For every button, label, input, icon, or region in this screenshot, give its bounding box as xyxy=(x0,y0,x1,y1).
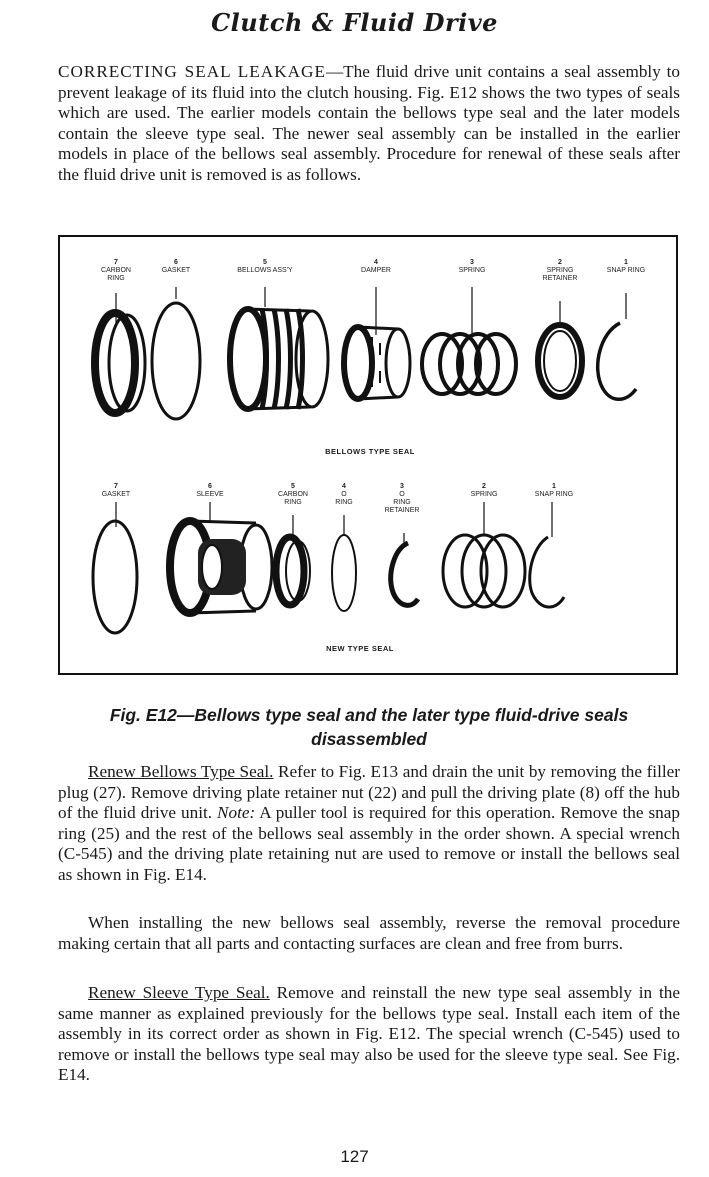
o-ring-retainer-3 xyxy=(391,543,418,605)
sleeve-renewal-heading: Renew Sleeve Type Seal. xyxy=(88,983,270,1002)
page-number: 127 xyxy=(340,1147,369,1166)
label-damper: 4 DAMPER xyxy=(361,259,391,274)
gasket-7-bottom xyxy=(93,521,137,633)
intro-text: —The fluid drive unit contains a seal assembly to prevent leakage of its fluid into the clutch housing. Fig. E12 shows the two types of seals which are used. The earlier models contain the bellows type seal and the later models contain the sleeve type seal. The newer seal assembly can be installed in the earlier models in place of the bellows seal assembly. Procedure for renewal of these seals after the fluid drive unit is removed is as follows. xyxy=(58,62,680,184)
bellows-assy-5 xyxy=(230,309,328,409)
label-carbon-ring-bottom: 5 CARBON RING xyxy=(278,483,308,506)
label-snap-ring-bottom: 1 SNAP RING xyxy=(534,483,574,498)
running-head: Clutch & Fluid Drive xyxy=(211,8,498,37)
note-label: Note: xyxy=(217,803,256,823)
sleeve-renewal-paragraph: Renew Sleeve Type Seal. Remove and reinstall the new type seal assembly in the same manner as explained previously for the bellows type seal. Install each item of the assembly in its correct order as shown in Fig. E12. The special wrench (C-545) used to remove or install the bellows type seal may also be used for the sleeve type seal. See Fig. E14. xyxy=(58,983,680,1085)
installation-paragraph: When installing the new bellows seal assembly, reverse the removal procedure making certain that all parts and contacting surfaces are clean and free from burrs. xyxy=(58,913,680,953)
label-gasket-top: 6 GASKET xyxy=(161,259,191,274)
label-o-ring-retainer: 3 O RING RETAINER xyxy=(384,483,420,514)
label-spring-retainer: 2 SPRING RETAINER xyxy=(542,259,578,282)
intro-lead: CORRECTING SEAL LEAKAGE xyxy=(58,62,326,81)
bellows-renewal-heading: Renew Bellows Type Seal. xyxy=(88,762,274,781)
spring-2-bottom xyxy=(443,535,525,607)
intro-paragraph xyxy=(58,62,680,186)
damper-4 xyxy=(344,327,410,399)
spring-3-top xyxy=(422,334,516,394)
snap-ring-1-bottom xyxy=(530,537,564,607)
label-bellows-assy: 5 BELLOWS ASS'Y xyxy=(237,259,293,274)
sleeve-6 xyxy=(170,521,272,613)
label-spring-top: 3 SPRING xyxy=(458,259,486,274)
label-sleeve: 6 SLEEVE xyxy=(196,483,224,498)
label-spring-bottom: 2 SPRING xyxy=(470,483,498,498)
bellows-renewal-paragraph: Renew Bellows Type Seal. Refer to Fig. E13 and drain the unit by removing the filler plug (27). Remove driving plate retainer nut (22) and pull the driving plate (8) off the hub of the fluid drive unit. Note: A puller tool is required for this operation. Remove the snap ring (25) and the rest of the bellows seal assembly in the order shown. A special wrench (C-545) and the driving plate retaining nut are used to remove or install the bellows seal as shown in Fig. E14. xyxy=(58,762,680,884)
gasket-6-top xyxy=(152,303,200,419)
snap-ring-1-top xyxy=(598,323,636,399)
o-ring-4 xyxy=(332,535,356,611)
new-type-seal-label: NEW TYPE SEAL xyxy=(326,644,394,653)
figure-e12 xyxy=(58,235,678,675)
label-o-ring: 4 O RING xyxy=(335,483,353,506)
label-carbon-ring-top: 7 CARBON RING xyxy=(101,259,131,282)
carbon-ring-5-bottom xyxy=(276,537,310,605)
label-gasket-bottom: 7 GASKET xyxy=(101,483,131,498)
carbon-ring-7-top xyxy=(95,313,145,413)
bellows-type-seal-label: BELLOWS TYPE SEAL xyxy=(325,447,415,456)
figure-caption: Fig. E12—Bellows type seal and the later type fluid-drive seals disassembled xyxy=(109,705,629,749)
spring-retainer-2 xyxy=(538,325,582,397)
label-snap-ring-top: 1 SNAP RING xyxy=(606,259,646,274)
